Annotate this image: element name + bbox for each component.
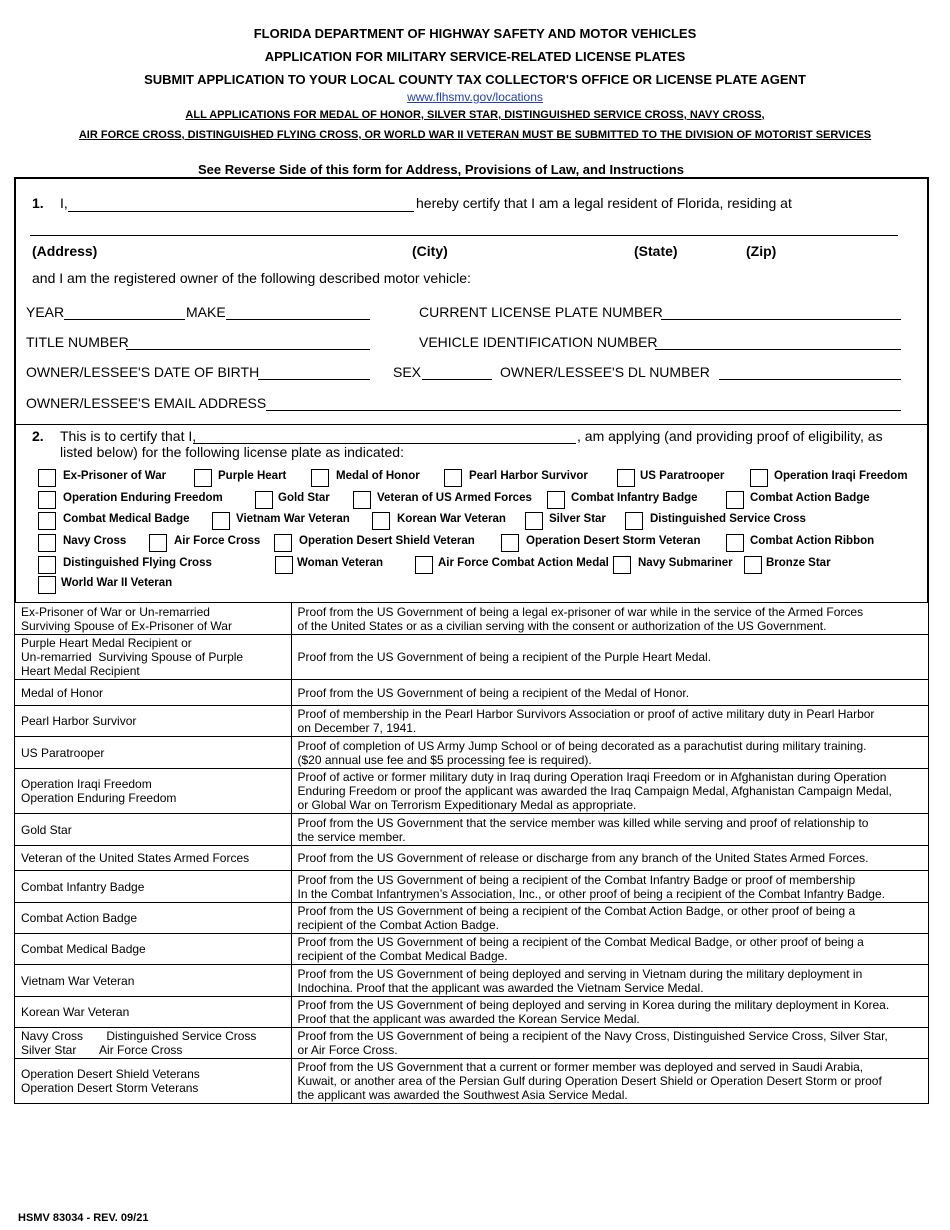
requirement-row: [15, 1028, 929, 1059]
checkbox-label-combat-infantry-badge: Combat Infantry Badge: [571, 492, 698, 504]
checkbox-label-gold-star: Gold Star: [278, 492, 330, 504]
checkbox-label-navy-cross: Navy Cross: [63, 535, 127, 547]
proof-text: Proof from the US Government that a current or former member was deployed and served in Saudi Arabia,: [297, 1060, 864, 1074]
checkbox-label-operation-enduring-freedom: Operation Enduring Freedom: [63, 492, 223, 504]
plate-type-text: Vietnam War Veteran: [21, 973, 135, 988]
plate-type-text: Heart Medal Recipient: [21, 664, 140, 678]
proof-text: Enduring Freedom or proof the applicant was awarded the Iraq Campaign Medal, Afghanistan Campaign Medal,: [297, 784, 892, 798]
checkbox-combat-infantry-badge[interactable]: [547, 491, 565, 509]
proof-text: of the United States or as a civilian serving with the consent or authorization of the US Government.: [297, 618, 827, 633]
plate-type-text: Purple Heart Medal Recipient or: [21, 636, 192, 650]
checkbox-silver-star[interactable]: [525, 512, 543, 530]
notice-line-1: ALL APPLICATIONS FOR MEDAL OF HONOR, SILVER STAR, DISTINGUISHED SERVICE CROSS, NAVY CROSS,: [185, 109, 765, 121]
submit-instruction: SUBMIT APPLICATION TO YOUR LOCAL COUNTY TAX COLLECTOR'S OFFICE OR LICENSE PLATE AGENT: [144, 72, 806, 87]
applicant-name-field[interactable]: [68, 211, 414, 212]
proof-text: Proof from the US Government of being a recipient of the Medal of Honor.: [297, 685, 690, 700]
checkbox-label-purple-heart: Purple Heart: [218, 470, 287, 482]
checkbox-label-korean-war-veteran: Korean War Veteran: [397, 513, 506, 525]
checkbox-label-navy-submariner: Navy Submariner: [638, 557, 733, 569]
checkbox-navy-cross[interactable]: [38, 534, 56, 552]
requirement-row: [15, 706, 929, 737]
checkbox-combat-action-badge[interactable]: [726, 491, 744, 509]
make-label: MAKE: [186, 304, 226, 320]
checkbox-label-distinguished-flying-cross: Distinguished Flying Cross: [63, 557, 212, 569]
checkbox-pearl-harbor-survivor[interactable]: [444, 469, 462, 487]
dob-label: OWNER/LESSEE'S DATE OF BIRTH: [26, 364, 260, 380]
city-label: (City): [412, 243, 448, 259]
proof-required-cell: [291, 997, 928, 1028]
plate-type-text: Operation Enduring Freedom: [21, 791, 177, 805]
proof-text: Proof from the US Government of being a recipient of the Combat Infantry Badge or proof of membership: [297, 872, 856, 887]
requirement-row: [15, 871, 929, 903]
proof-required-cell: [291, 965, 928, 997]
proof-text: recipient of the Combat Action Badge.: [297, 918, 499, 932]
proof-text: or Global War on Terrorism Expeditionary Medal as appropriate.: [297, 798, 637, 812]
dob-field[interactable]: [258, 379, 370, 380]
requirement-row: [15, 1059, 929, 1104]
proof-text: recipient of the Combat Medical Badge.: [297, 949, 508, 963]
proof-text: Proof from the US Government of being deployed and serving in Vietnam during the military deployment in: [297, 966, 863, 981]
plate-type-text: Ex-Prisoner of War or Un-remarried: [21, 604, 210, 619]
proof-text: Proof from the US Government that the service member was killed while serving and proof of relationship to: [297, 815, 869, 830]
checkbox-label-operation-desert-storm-veteran: Operation Desert Storm Veteran: [526, 535, 701, 547]
plate-type-cell: [15, 965, 292, 997]
plate-type-cell: [15, 769, 292, 814]
checkbox-air-force-cross[interactable]: [149, 534, 167, 552]
proof-required-cell: [291, 706, 928, 737]
proof-required-cell: [291, 934, 928, 965]
notice-line-2: AIR FORCE CROSS, DISTINGUISHED FLYING CROSS, OR WORLD WAR II VETERAN MUST BE SUBMITTED TO THE DIVISION OF MOTORIST SERVICES: [78, 129, 872, 141]
checkbox-gold-star[interactable]: [255, 491, 273, 509]
checkbox-korean-war-veteran[interactable]: [372, 512, 390, 530]
checkbox-label-distinguished-service-cross: Distinguished Service Cross: [650, 513, 806, 525]
proof-required-cell: [291, 769, 928, 814]
checkbox-label-bronze-star: Bronze Star: [766, 557, 831, 569]
plate-type-cell: [15, 846, 292, 871]
proof-required-cell: [291, 635, 928, 680]
plate-type-cell: [15, 737, 292, 769]
eligibility-requirements-table: [14, 602, 929, 1104]
checkbox-purple-heart[interactable]: [194, 469, 212, 487]
checkbox-vietnam-war-veteran[interactable]: [212, 512, 230, 530]
address-label: (Address): [32, 243, 98, 259]
plate-type-cell: [15, 680, 292, 706]
residence-address-field[interactable]: [30, 235, 898, 236]
requirement-row: [15, 934, 929, 965]
checkbox-medal-of-honor[interactable]: [311, 469, 329, 487]
checkbox-bronze-star[interactable]: [744, 556, 762, 574]
title-number-field[interactable]: [126, 349, 370, 350]
plate-type-text: Un-remarried Surviving Spouse of Purple: [21, 650, 244, 664]
dl-number-label: OWNER/LESSEE'S DL NUMBER: [500, 364, 710, 380]
checkbox-label-operation-iraqi-freedom: Operation Iraqi Freedom: [774, 470, 908, 482]
checkbox-label-combat-action-badge: Combat Action Badge: [750, 492, 870, 504]
plate-type-text: Navy Cross Distinguished Service Cross: [21, 1029, 257, 1043]
section-2-certify-text: This is to certify that I,: [60, 428, 197, 444]
dl-number-field[interactable]: [719, 379, 901, 380]
section-2-number: 2.: [32, 428, 44, 444]
vin-label: VEHICLE IDENTIFICATION NUMBER: [419, 334, 658, 350]
plate-type-text: Korean War Veteran: [21, 1005, 130, 1019]
form-title: APPLICATION FOR MILITARY SERVICE-RELATED LICENSE PLATES: [264, 49, 686, 64]
plate-type-text: Combat Action Badge: [21, 911, 138, 925]
applying-text: , am applying (and providing proof of eligibility, as: [577, 428, 883, 444]
proof-text: or Air Force Cross.: [297, 1043, 398, 1057]
plate-type-cell: [15, 635, 292, 680]
proof-text: Proof from the US Government of being deployed and serving in Korea during the military deployment in Korea.: [297, 998, 890, 1012]
year-label: YEAR: [26, 304, 65, 320]
proof-text: In the Combat Infantrymen’s Association, Inc., or other proof of being a recipient of the Combat Infantry Badge.: [297, 886, 885, 901]
plate-type-text: Combat Medical Badge: [21, 942, 146, 956]
section-divider: [16, 424, 927, 425]
proof-text: Proof of active or former military duty in Iraq during Operation Iraqi Freedom or in Afghanistan during Operation: [297, 770, 887, 784]
checkbox-ex-prisoner-of-war[interactable]: [38, 469, 56, 487]
plate-type-text: Pearl Harbor Survivor: [21, 714, 137, 728]
make-field[interactable]: [226, 319, 370, 320]
proof-required-cell: [291, 603, 928, 635]
plate-type-cell: [15, 706, 292, 737]
see-reverse-note: See Reverse Side of this form for Address, Provisions of Law, and Instructions: [198, 162, 684, 177]
section-1-number: 1.: [32, 195, 44, 211]
listed-below-text: listed below) for the following license plate as indicated:: [60, 444, 404, 460]
plate-type-text: Operation Desert Shield Veterans: [21, 1067, 200, 1081]
plate-type-text: Veteran of the United States Armed Forces: [21, 851, 250, 865]
plate-type-cell: [15, 997, 292, 1028]
checkbox-operation-enduring-freedom[interactable]: [38, 491, 56, 509]
checkbox-label-vietnam-war-veteran: Vietnam War Veteran: [236, 513, 350, 525]
proof-text: Indochina. Proof that the applicant was awarded the Vietnam Service Medal.: [297, 980, 704, 995]
plate-type-text: Combat Infantry Badge: [21, 879, 145, 894]
plate-type-cell: [15, 1059, 292, 1104]
requirement-row: [15, 635, 929, 680]
proof-text: Proof of completion of US Army Jump School or of being decorated as a parachutist during military training.: [297, 738, 867, 753]
requirement-row: [15, 846, 929, 871]
plate-type-text: Surviving Spouse of Ex-Prisoner of War: [21, 618, 232, 633]
checkbox-label-us-paratrooper: US Paratrooper: [640, 470, 725, 482]
proof-required-cell: [291, 1028, 928, 1059]
requirement-row: [15, 814, 929, 846]
checkbox-us-paratrooper[interactable]: [617, 469, 635, 487]
proof-required-cell: [291, 814, 928, 846]
requirement-row: [15, 965, 929, 997]
section-1-i-label: I,: [60, 195, 68, 211]
proof-text: ($20 annual use fee and $5 processing fee is required).: [297, 752, 592, 767]
vin-field[interactable]: [655, 349, 901, 350]
checkbox-label-woman-veteran: Woman Veteran: [297, 557, 384, 569]
form-number: HSMV 83034 - REV. 09/21: [18, 1212, 149, 1224]
plate-type-text: Silver Star Air Force Cross: [21, 1043, 183, 1057]
state-label: (State): [634, 243, 678, 259]
checkbox-combat-medical-badge[interactable]: [38, 512, 56, 530]
requirement-row: [15, 603, 929, 635]
proof-text: Proof from the US Government of being a recipient of the Purple Heart Medal.: [297, 650, 712, 664]
proof-text: Proof from the US Government of being a legal ex-prisoner of war while in the service of the Armed Forces: [297, 604, 864, 619]
email-field[interactable]: [266, 410, 901, 411]
proof-text: Proof of membership in the Pearl Harbor Survivors Association or proof of active military duty in Pearl Harbor: [297, 707, 875, 721]
requirement-row: [15, 997, 929, 1028]
checkbox-air-force-combat-action-medal[interactable]: [415, 556, 433, 574]
proof-required-cell: [291, 1059, 928, 1104]
email-label: OWNER/LESSEE'S EMAIL ADDRESS: [26, 395, 267, 411]
proof-required-cell: [291, 680, 928, 706]
plate-type-cell: [15, 603, 292, 635]
checkbox-combat-action-ribbon[interactable]: [726, 534, 744, 552]
checkbox-label-medal-of-honor: Medal of Honor: [336, 470, 420, 482]
proof-text: Proof from the US Government of being a recipient of the Combat Medical Badge, or other proof of being a: [297, 935, 864, 949]
owner-statement: and I am the registered owner of the following described motor vehicle:: [32, 270, 471, 286]
zip-label: (Zip): [746, 243, 777, 259]
checkbox-operation-desert-shield-veteran[interactable]: [274, 534, 292, 552]
checkbox-woman-veteran[interactable]: [275, 556, 293, 574]
proof-text: Proof that the applicant was awarded the Korean Service Medal.: [297, 1012, 640, 1026]
requirement-row: [15, 769, 929, 814]
checkbox-operation-iraqi-freedom[interactable]: [750, 469, 768, 487]
plate-type-cell: [15, 814, 292, 846]
checkbox-label-air-force-cross: Air Force Cross: [174, 535, 261, 547]
checkbox-operation-desert-storm-veteran[interactable]: [501, 534, 519, 552]
checkbox-label-ex-prisoner-of-war: Ex-Prisoner of War: [63, 470, 167, 482]
proof-required-cell: [291, 871, 928, 903]
plate-type-cell: [15, 934, 292, 965]
sex-field[interactable]: [422, 379, 492, 380]
year-field[interactable]: [64, 319, 185, 320]
proof-text: Kuwait, or another area of the Persian Gulf during Operation Desert Shield or Operation Desert Storm or proof: [297, 1074, 882, 1088]
plate-type-cell: [15, 1028, 292, 1059]
agency-title: FLORIDA DEPARTMENT OF HIGHWAY SAFETY AND MOTOR VEHICLES: [253, 26, 697, 41]
checkbox-veteran-of-us-armed-forces[interactable]: [353, 491, 371, 509]
checkbox-label-silver-star: Silver Star: [549, 513, 606, 525]
requirement-row: [15, 903, 929, 934]
checkbox-label-combat-medical-badge: Combat Medical Badge: [63, 513, 190, 525]
proof-text: Proof from the US Government of being a recipient of the Navy Cross, Distinguished Service Cross, Silver Star,: [297, 1029, 888, 1043]
plate-number-field[interactable]: [661, 319, 901, 320]
plate-type-text: Operation Desert Storm Veterans: [21, 1081, 199, 1095]
residency-text: hereby certify that I am a legal resident of Florida, residing at: [416, 195, 792, 211]
proof-text: the applicant was awarded the Southwest Asia Service Medal.: [297, 1088, 628, 1102]
plate-type-text: US Paratrooper: [21, 745, 105, 760]
checkbox-label-operation-desert-shield-veteran: Operation Desert Shield Veteran: [299, 535, 475, 547]
proof-text: on December 7, 1941.: [297, 721, 417, 735]
checkbox-label-air-force-combat-action-medal: Air Force Combat Action Medal: [438, 557, 609, 569]
proof-text: the service member.: [297, 829, 406, 844]
plate-number-label: CURRENT LICENSE PLATE NUMBER: [419, 304, 663, 320]
plate-type-cell: [15, 903, 292, 934]
plate-type-text: Operation Iraqi Freedom: [21, 777, 152, 791]
checkbox-distinguished-flying-cross[interactable]: [38, 556, 56, 574]
sex-label: SEX: [393, 364, 422, 380]
checkbox-distinguished-service-cross[interactable]: [625, 512, 643, 530]
plate-type-text: Gold Star: [21, 822, 72, 837]
proof-text: Proof from the US Government of release or discharge from any branch of the United States Armed Forces.: [297, 851, 869, 865]
plate-type-text: Medal of Honor: [21, 685, 104, 700]
checkbox-label-veteran-of-us-armed-forces: Veteran of US Armed Forces: [377, 492, 532, 504]
requirement-row: [15, 737, 929, 769]
locations-link[interactable]: www.flhsmv.gov/locations: [407, 90, 543, 104]
checkbox-label-pearl-harbor-survivor: Pearl Harbor Survivor: [469, 470, 588, 482]
proof-required-cell: [291, 737, 928, 769]
proof-required-cell: [291, 846, 928, 871]
checkbox-label-world-war-ii-veteran: World War II Veteran: [61, 577, 173, 589]
title-number-label: TITLE NUMBER: [26, 334, 129, 350]
checkbox-navy-submariner[interactable]: [613, 556, 631, 574]
requirement-row: [15, 680, 929, 706]
checkbox-label-combat-action-ribbon: Combat Action Ribbon: [750, 535, 875, 547]
checkbox-world-war-ii-veteran[interactable]: [38, 576, 56, 594]
plate-type-cell: [15, 871, 292, 903]
proof-required-cell: [291, 903, 928, 934]
proof-text: Proof from the US Government of being a recipient of the Combat Action Badge, or other proof of being a: [297, 904, 856, 918]
